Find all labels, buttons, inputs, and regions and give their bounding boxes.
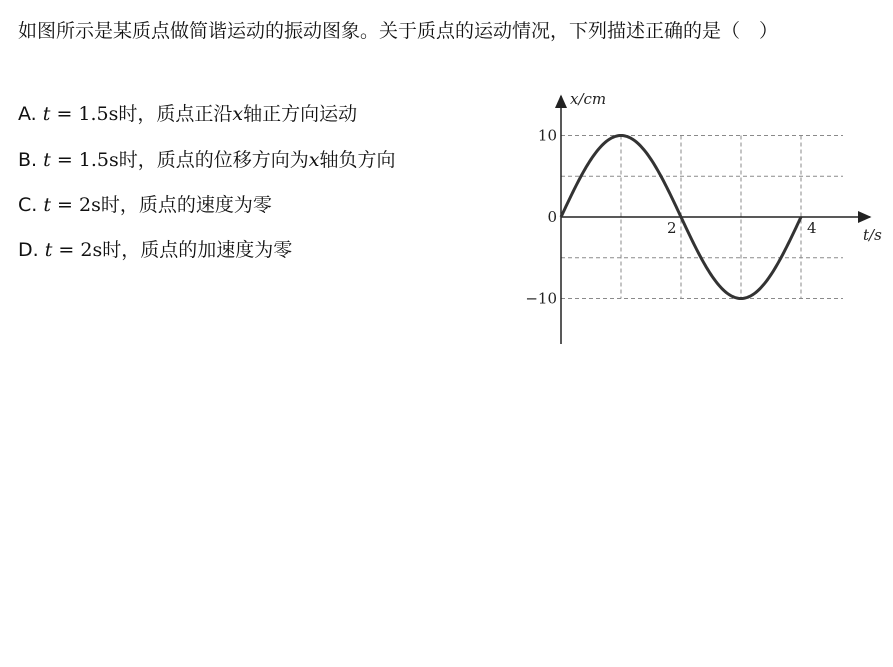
option-text: 时，质点正沿 — [118, 103, 233, 125]
x-axis-label: t/s — [863, 226, 882, 244]
option-variable: t — [43, 194, 51, 216]
option-label: C. — [18, 194, 38, 216]
x-tick-label: 2 — [667, 219, 677, 237]
option-value: 1.5s — [78, 149, 119, 171]
y-tick-label: −10 — [525, 289, 557, 308]
option-text-end: 轴负方向 — [319, 149, 396, 171]
option-equals: = — [57, 194, 73, 216]
option-text: 时，质点的加速度为零 — [102, 239, 293, 261]
x-tick-label: 4 — [807, 219, 817, 237]
vibration-graph — [520, 86, 886, 348]
option-value: 2s — [79, 194, 101, 216]
option-a[interactable] — [18, 101, 357, 127]
y-tick-label: 10 — [537, 126, 557, 145]
option-label: B. — [18, 149, 38, 171]
option-label: D. — [18, 239, 39, 261]
option-c[interactable] — [18, 192, 272, 218]
option-variable: t — [42, 103, 51, 125]
option-variable: t — [43, 149, 51, 171]
option-equals: = — [56, 103, 73, 125]
question-stem: 如图所示是某质点做简谐运动的振动图象。关于质点的运动情况，下列描述正确的是（ ） — [18, 20, 779, 42]
option-axis: x — [308, 149, 320, 171]
option-variable: t — [44, 239, 53, 261]
y-axis-label: x/cm — [570, 90, 607, 108]
option-equals: = — [56, 149, 73, 171]
option-d[interactable] — [18, 237, 292, 263]
option-label: A. — [18, 103, 37, 125]
option-value: 2s — [80, 239, 103, 261]
option-b[interactable] — [18, 147, 396, 173]
y-tick-label: 0 — [547, 208, 557, 226]
option-equals: = — [58, 239, 75, 261]
option-text-end: 轴正方向运动 — [243, 103, 358, 125]
option-axis: x — [232, 103, 244, 125]
option-text: 时，质点的速度为零 — [100, 194, 272, 216]
option-value: 1.5s — [78, 103, 119, 125]
option-text: 时，质点的位移方向为 — [118, 149, 309, 171]
